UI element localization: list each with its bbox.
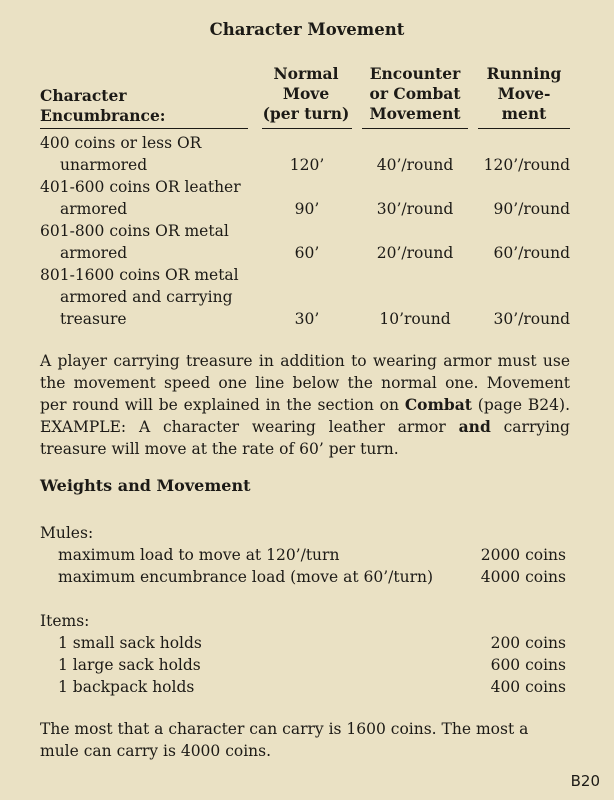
row-3-running: 60’/round [493, 244, 570, 262]
item-1-text: 1 small sack holds [58, 634, 202, 652]
row-2-line-2: armored [60, 200, 128, 218]
paragraph-text-1: A player carrying treasure in addition to wearing armor must use the movement speed one line below the normal one. Movement per round will be explained in the section on [40, 352, 570, 414]
items-label: Items: [40, 612, 90, 630]
combat-emphasis: Combat [404, 395, 472, 414]
item-3-text: 1 backpack holds [58, 678, 195, 696]
header-underline-running [478, 128, 570, 129]
row-3-line-1: 601-800 coins OR metal [40, 222, 229, 240]
row-4-running: 30’/round [493, 310, 570, 328]
mule-item-1-text: maximum load to move at 120’/turn [58, 546, 340, 564]
and-emphasis: and [458, 417, 491, 436]
row-3-normal: 60’ [294, 244, 320, 262]
header-encounter-line-2: or Combat [369, 84, 461, 103]
paragraph-text-3: carrying treasure will move at the rate of 60’ per turn. [40, 418, 570, 458]
item-1-value: 200 coins [490, 634, 566, 652]
item-2-value: 600 coins [490, 656, 566, 674]
row-4-line-2: armored and carrying [60, 288, 233, 306]
mule-item-2-value: 4000 coins [480, 568, 566, 586]
header-underline-normal [262, 128, 352, 129]
row-4-encounter: 10’round [379, 310, 451, 328]
header-encounter-line-3: Movement [369, 104, 461, 123]
row-1-running: 120’/round [483, 156, 570, 174]
header-encumbrance [40, 86, 166, 126]
item-3-value: 400 coins [490, 678, 566, 696]
item-2-text: 1 large sack holds [58, 656, 201, 674]
section-title: Character Movement [209, 20, 405, 39]
row-2-running: 90’/round [493, 200, 570, 218]
closing-paragraph: The most that a character can carry is 1600 coins. The most a mule can carry is 4000 coins. [40, 720, 529, 760]
header-encounter-line-1: Encounter [369, 64, 461, 83]
header-running [476, 64, 572, 124]
row-2-encounter: 30’/round [376, 200, 454, 218]
row-1-encounter: 40’/round [376, 156, 454, 174]
header-encounter [360, 64, 470, 124]
header-underline-encounter [362, 128, 468, 129]
row-1-line-2: unarmored [60, 156, 148, 174]
header-normal-line-1: Normal [273, 64, 339, 83]
mules-label: Mules: [40, 524, 94, 542]
row-4-line-1: 801-1600 coins OR metal [40, 266, 239, 284]
header-encumbrance-line-1: Character [40, 86, 127, 105]
paragraph-text-2: (page B24). EXAMPLE: A character wearing leather armor [40, 396, 570, 436]
page-number: B20 [570, 772, 600, 790]
header-running-line-3: ment [501, 104, 547, 123]
row-4-line-3: treasure [60, 310, 127, 328]
row-3-encounter: 20’/round [376, 244, 454, 262]
weights-heading: Weights and Movement [40, 476, 251, 495]
header-encumbrance-line-2: Encumbrance: [40, 106, 166, 125]
header-normal-move [258, 64, 354, 124]
row-1-line-1: 400 coins or less OR [40, 134, 202, 152]
header-normal-line-3: (per turn) [262, 104, 350, 123]
row-3-line-2: armored [60, 244, 128, 262]
mule-item-2-text: maximum encumbrance load (move at 60’/turn) [58, 568, 434, 586]
header-underline-encumbrance [40, 128, 248, 129]
row-2-line-1: 401-600 coins OR leather [40, 178, 241, 196]
header-normal-line-2: Move [282, 84, 330, 103]
row-4-normal: 30’ [294, 310, 320, 328]
mule-item-1-value: 2000 coins [480, 546, 566, 564]
row-2-normal: 90’ [294, 200, 320, 218]
row-1-normal: 120’ [289, 156, 325, 174]
header-running-line-2: Move- [497, 84, 551, 103]
header-running-line-1: Running [486, 64, 562, 83]
explanation-paragraph [40, 350, 570, 460]
